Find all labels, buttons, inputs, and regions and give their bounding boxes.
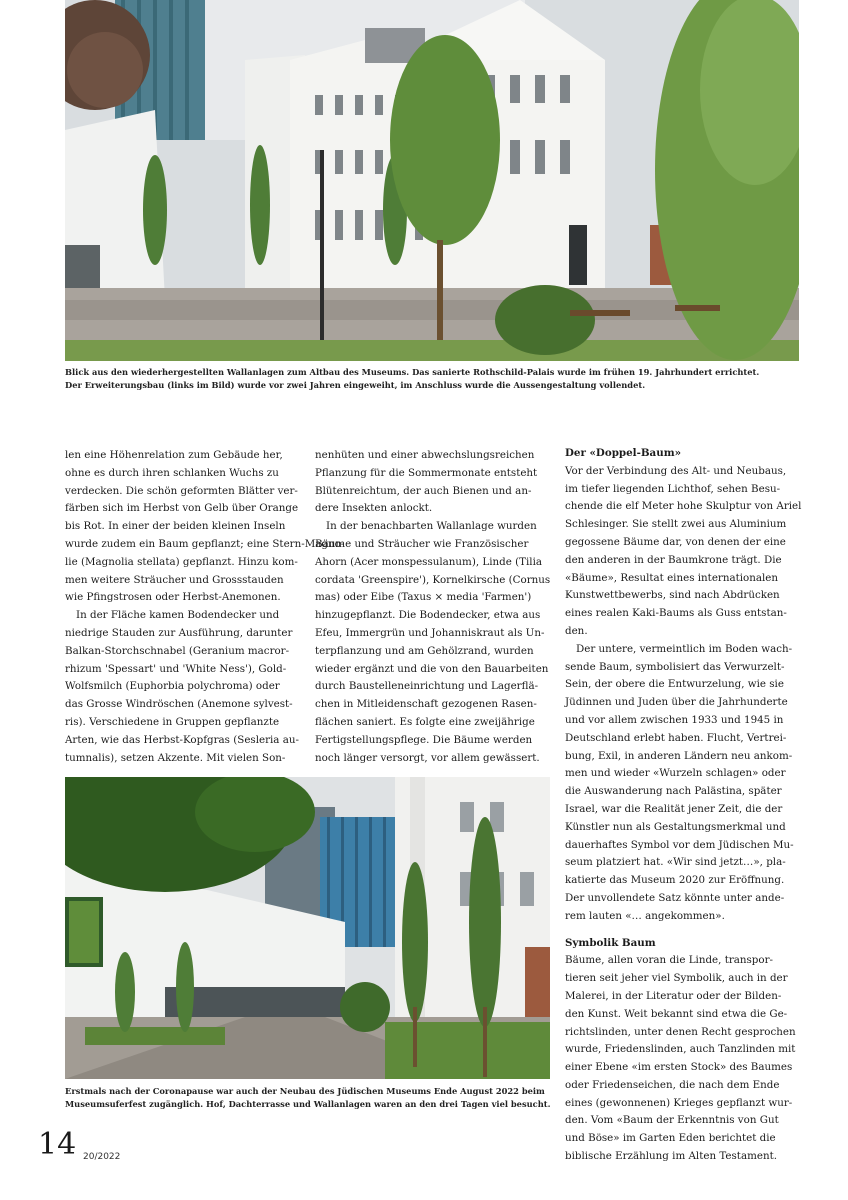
text-line: bung, Exil, in anderen Ländern neu ankom- [565, 749, 793, 762]
text-line: Kunstwettbewerbs, sind nach Abdrücken [565, 589, 780, 602]
text-line: das Grosse Windröschen (Anemone sylvest- [65, 698, 293, 711]
text-line: Der unvollendete Satz könnte unter ande- [565, 891, 785, 904]
text-line: den Kunst. Weit bekannt sind etwa die Ge- [565, 1007, 788, 1020]
text-line: richtslinden, unter denen Recht gesprochen [565, 1025, 796, 1038]
text-line: Ahorn (Acer monspessulanum), Linde (Tilia [315, 555, 543, 568]
section-heading: Der «Doppel-Baum» [565, 447, 682, 459]
text-line: niedrige Stauden zur Ausführung, darunter [65, 626, 293, 639]
text-line: Efeu, Immergrün und Johanniskraut als Un- [315, 626, 545, 639]
text-line: wie Pfingstrosen oder Herbst-Anemonen. [65, 591, 281, 604]
text-line: «Bäume», Resultat eines internationalen [565, 571, 779, 584]
photo-caption-top [65, 366, 759, 391]
text-line: tumnalis), setzen Akzente. Mit vielen Son- [65, 751, 286, 764]
text-line: wieder ergänzt und die von den Bauarbeiten [315, 662, 549, 675]
text-line: Malerei, in der Literatur oder der Bilden- [565, 989, 782, 1002]
text-line: Blütenreichtum, der auch Bienen und an- [315, 484, 532, 497]
text-line: terpflanzung und am Gehölzrand, wurden [315, 644, 534, 657]
text-column-3 [565, 445, 800, 1166]
text-line: sende Baum, symbolisiert das Verwurzelt- [565, 660, 785, 673]
text-line: lie (Magnolia stellata) gepflanzt. Hinzu kom- [65, 555, 298, 568]
text-line: Jüdinnen und Juden über die Jahrhunderte [565, 696, 788, 709]
text-line: Deutschland erlebt haben. Flucht, Vertrei- [565, 731, 787, 744]
photo-museum-courtyard [65, 777, 550, 1079]
text-line: Sein, der obere die Entwurzelung, wie sie [565, 678, 784, 691]
text-line: färben sich im Herbst von Gelb über Orange [65, 502, 299, 515]
text-line: dauerhaftes Symbol vor dem Jüdischen Mu- [565, 838, 794, 851]
text-line: hinzugepflanzt. Die Bodendecker, etwa aus [315, 609, 541, 622]
text-line: men weitere Sträucher und Grossstauden [65, 573, 284, 586]
section-heading: Symbolik Baum [565, 936, 656, 949]
text-line: men und wieder «Wurzeln schlagen» oder [565, 767, 786, 780]
text-line: den anderen in der Baumkrone trägt. Die [565, 553, 782, 566]
photo-museum-palais-image [65, 0, 799, 361]
issue-number: 20/2022 [83, 1152, 121, 1162]
text-line: Schlesinger. Sie stellt zwei aus Aluminium [565, 518, 787, 531]
text-line: wurde zudem ein Baum gepflanzt; eine Stern-Magno- [65, 537, 345, 550]
text-line: In der Fläche kamen Bodendecker und [76, 609, 280, 622]
text-line: wurde, Friedenslinden, auch Tanzlinden mit [565, 1043, 796, 1056]
text-line: oder Friedenseichen, die nach dem Ende [565, 1078, 780, 1091]
photo-museum-palais [65, 0, 799, 361]
text-line: bis Rot. In einer der beiden kleinen Inseln [65, 520, 286, 533]
text-line: dere Insekten anlockt. [315, 502, 433, 515]
photo-caption-bottom [65, 1085, 550, 1110]
text-line: den. [565, 624, 588, 637]
text-line: eines (gewonnenen) Krieges gepflanzt wur- [565, 1096, 793, 1109]
page-number: 14 [38, 1127, 77, 1162]
text-line: und Böse» im Garten Eden berichtet die [565, 1132, 776, 1145]
text-line: In der benachbarten Wallanlage wurden [326, 520, 537, 533]
text-line: verdecken. Die schön geformten Blätter ver- [65, 484, 298, 497]
text-line: chen in Mitleidenschaft gezogenen Rasen- [315, 698, 537, 711]
text-line: Balkan-Storchschnabel (Geranium macror- [65, 644, 290, 657]
text-line: Bäume, allen voran die Linde, transpor- [565, 954, 773, 967]
text-line: Israel, war die Realität jener Zeit, die der [565, 802, 783, 815]
text-line: seum platziert hat. «Wir sind jetzt…», pla- [565, 856, 786, 869]
text-line: cordata 'Greenspire'), Kornelkirsche (Cornus [315, 573, 551, 586]
text-line: Vor der Verbindung des Alt- und Neubaus, [565, 464, 787, 477]
text-line: ohne es durch ihren schlanken Wuchs zu [65, 466, 279, 479]
text-line: ris). Verschiedene in Gruppen gepflanzte [65, 715, 280, 728]
caption-line: Erstmals nach der Coronapause war auch der Neubau des Jüdischen Museums Ende August 2022 beim [65, 1086, 545, 1096]
text-line: chende die elf Meter hohe Skulptur von Ariel [565, 500, 802, 513]
text-line: Bäume und Sträucher wie Französischer [315, 537, 529, 550]
text-line: nenhüten und einer abwechslungsreichen [315, 449, 535, 461]
text-line: biblische Erzählung im Alten Testament. [565, 1150, 777, 1163]
text-column-2 [315, 447, 550, 767]
text-line: gegossene Bäume dar, von denen der eine [565, 535, 786, 548]
text-line: len eine Höhenrelation zum Gebäude her, [65, 449, 283, 461]
text-line: Pflanzung für die Sommermonate entsteht [315, 466, 538, 479]
text-line: Der untere, vermeintlich im Boden wach- [576, 642, 793, 655]
text-line: flächen saniert. Es folgte eine zweijährige [315, 715, 535, 728]
text-line: im tiefer liegenden Lichthof, sehen Besu- [565, 482, 781, 495]
caption-line: Museumsuferfest zugänglich. Hof, Dachterrasse und Wallanlagen waren an den drei Tagen viel besucht. [65, 1098, 551, 1109]
text-line: Arten, wie das Herbst-Kopfgras (Sesleria au- [65, 733, 299, 746]
text-line: rhizum 'Spessart' und 'White Ness'), Gold- [65, 662, 287, 675]
caption-line: Blick aus den wiederhergestellten Wallanlagen zum Altbau des Museums. Das sanierte Rothschild-Palais wurde im frühen 19. Jahrhundert errichtet. [65, 367, 760, 377]
text-line: Fertigstellungspflege. Die Bäume werden [315, 733, 533, 746]
text-line: und vor allem zwischen 1933 und 1945 in [565, 713, 784, 726]
text-line: einer Ebene «im ersten Stock» des Baumes [565, 1061, 793, 1074]
text-line: Wolfsmilch (Euphorbia polychroma) oder [65, 680, 280, 693]
text-line: eines realen Kaki-Baums als Guss entstan- [565, 607, 787, 620]
text-line: noch länger versorgt, vor allem gewässert. [315, 751, 540, 764]
text-line: die Auswanderung nach Palästina, später [565, 785, 782, 798]
text-line: katierte das Museum 2020 zur Eröffnung. [565, 874, 785, 887]
text-line: rem lauten «… angekommen». [565, 909, 725, 922]
text-column-1 [65, 447, 345, 767]
text-line: tieren seit jeher viel Symbolik, auch in der [565, 972, 788, 985]
caption-line: Der Erweiterungsbau (links im Bild) wurde vor zwei Jahren eingeweiht, im Anschluss wurde die Aussengestaltung vollendet. [65, 379, 646, 390]
text-line: den. Vom «Baum der Erkenntnis von Gut [565, 1114, 779, 1127]
text-line: mas) oder Eibe (Taxus × media 'Farmen') [315, 591, 532, 604]
text-line: Künstler nun als Gestaltungsmerkmal und [565, 820, 786, 833]
text-line: durch Baustelleneinrichtung und Lagerflä- [315, 680, 539, 693]
photo-museum-courtyard-image [65, 777, 550, 1079]
